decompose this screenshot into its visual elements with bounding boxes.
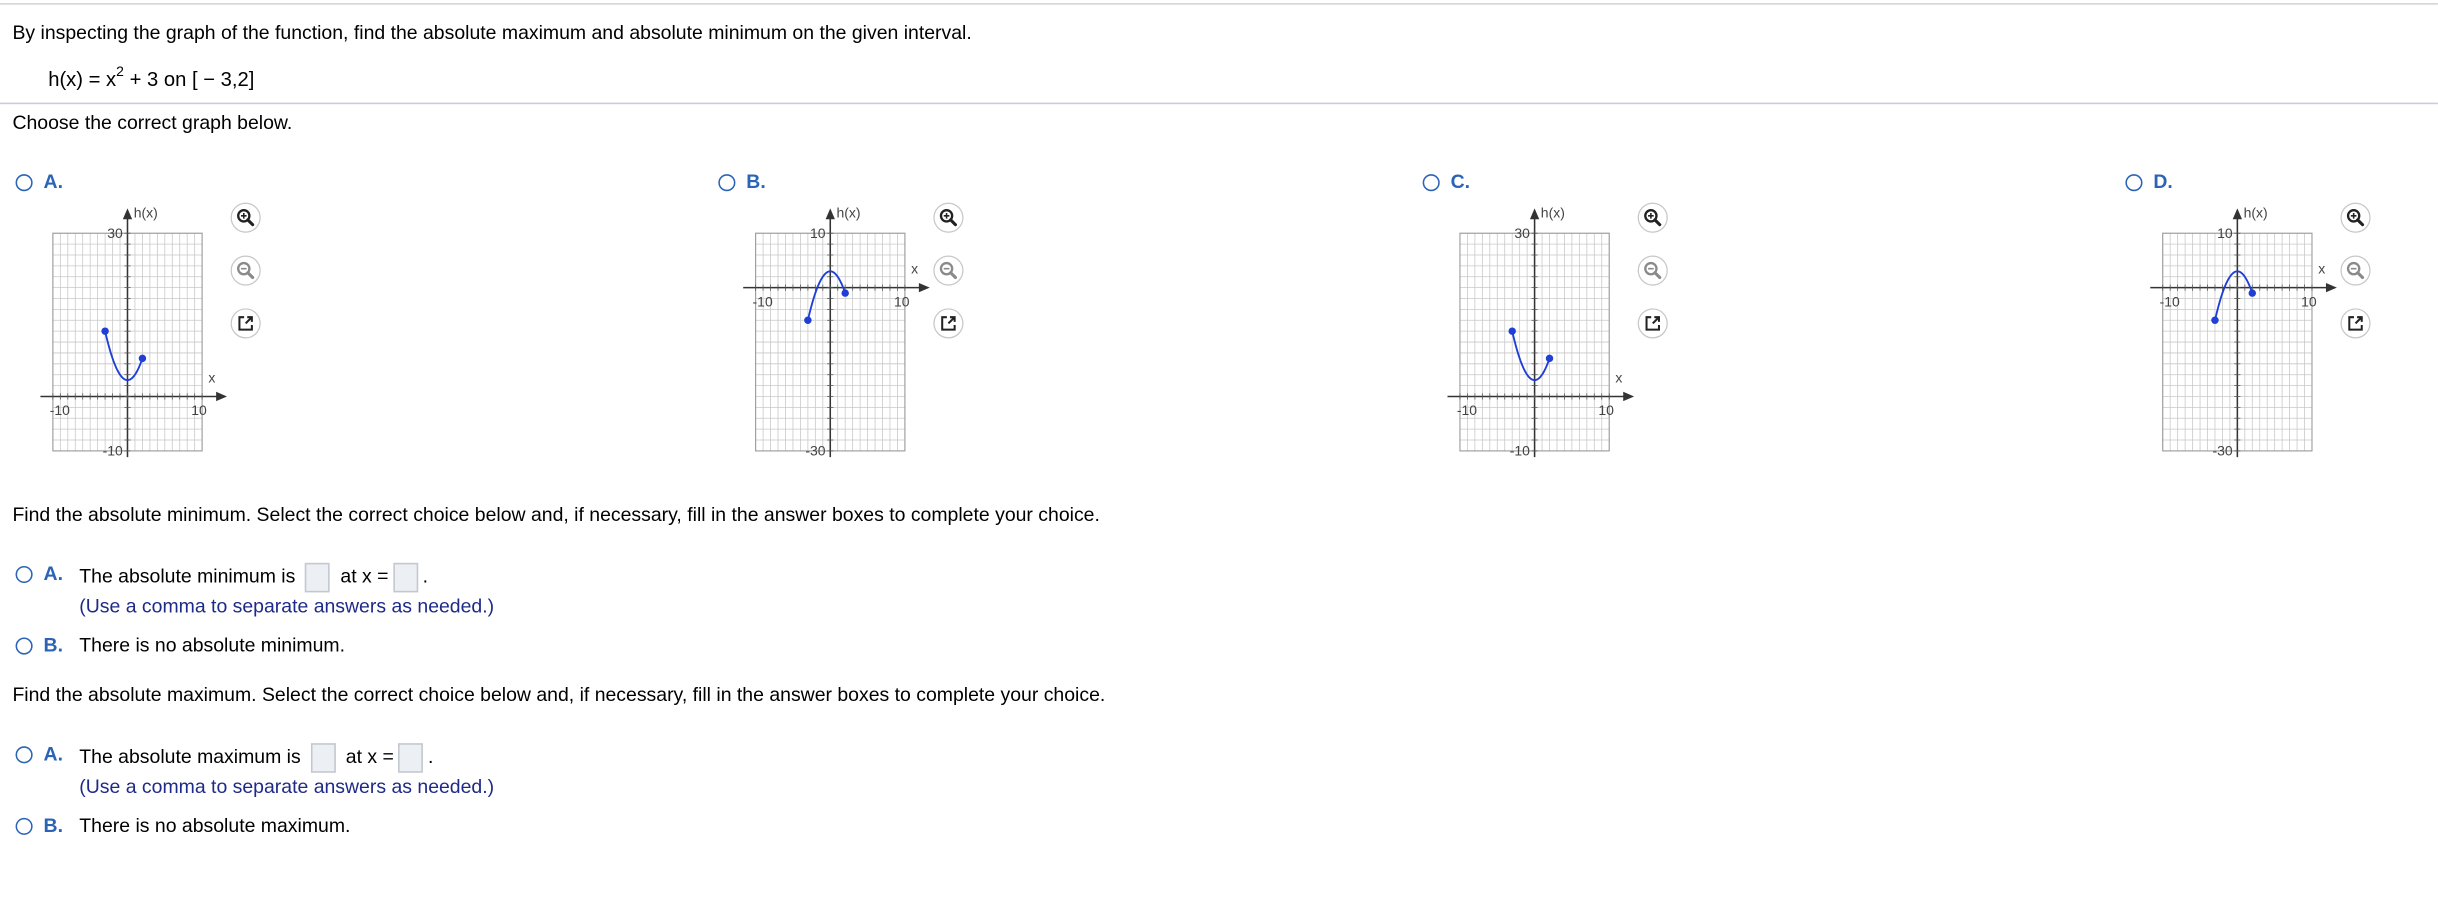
y-tick-label: -10: [102, 442, 123, 459]
x-tick-label: 10: [1598, 402, 1614, 419]
y-axis-label: h(x): [2243, 204, 2268, 221]
zoom-out-button[interactable]: [2340, 255, 2371, 286]
function-curve: [808, 271, 845, 320]
graph-a-plot: [16, 171, 389, 466]
graph-option-b-letter: B.: [746, 171, 766, 193]
zoom-in-button[interactable]: [933, 202, 964, 233]
function-curve: [2215, 271, 2252, 320]
x-axis-arrow: [216, 392, 227, 401]
y-axis-arrow: [826, 208, 835, 219]
endpoint-dot: [101, 327, 108, 334]
open-new-window-icon: [230, 308, 261, 339]
zoom-in-icon: [1637, 202, 1668, 233]
zoom-out-icon: [230, 255, 261, 286]
section-divider: [0, 103, 2438, 105]
endpoint-dot: [139, 355, 146, 362]
graph-option-c-letter: C.: [1450, 171, 1471, 193]
open-new-window-icon: [2340, 308, 2371, 339]
x-tick-label: -10: [49, 402, 70, 419]
x-tick-label: -10: [752, 293, 773, 310]
endpoint-dot: [841, 289, 848, 296]
x-tick-label: -10: [2159, 293, 2180, 310]
minimum-choice-a-radio[interactable]: [16, 566, 33, 583]
endpoint-dot: [2211, 317, 2218, 324]
maximum-choice-b-text: There is no absolute maximum.: [79, 814, 351, 837]
maximum-choice-a-text: The absolute maximum is: [79, 745, 301, 768]
function-curve: [1512, 331, 1549, 380]
minimum-choice-a-period: .: [422, 565, 429, 588]
minimum-hint: (Use a comma to separate answers as needed.): [79, 595, 495, 618]
graph-option-a: [16, 171, 389, 466]
zoom-out-button[interactable]: [230, 255, 261, 286]
x-axis-label: x: [1615, 369, 1623, 386]
maximum-choice-a-period: .: [428, 745, 434, 768]
maximum-x-input[interactable]: [399, 743, 424, 773]
function-definition: [48, 65, 254, 90]
minimum-choice-b-text: There is no absolute minimum.: [79, 634, 346, 657]
zoom-in-button[interactable]: [2340, 202, 2371, 233]
function-exponent: 2: [116, 63, 124, 80]
maximum-choice-b-radio[interactable]: [16, 818, 33, 835]
function-prefix: h(x) = x: [48, 67, 117, 91]
choose-graph-prompt: Choose the correct graph below.: [12, 111, 293, 134]
open-new-window-icon: [1637, 308, 1668, 339]
x-tick-label: 10: [894, 293, 910, 310]
minimum-choice-b-radio[interactable]: [16, 637, 33, 654]
top-divider: [0, 3, 2438, 5]
zoom-out-icon: [1637, 255, 1668, 286]
maximum-choice-a: [79, 743, 433, 773]
minimum-choice-b-letter: B.: [43, 634, 63, 657]
maximum-choice-a-letter: A.: [43, 743, 63, 765]
graph-option-c: [1423, 171, 1796, 466]
zoom-out-icon: [2340, 255, 2371, 286]
instructions-text: By inspecting the graph of the function, find the absolute maximum and absolute minimum on the given interval.: [12, 21, 972, 44]
y-axis-label: h(x): [1540, 204, 1565, 221]
graph-option-b: [718, 171, 1091, 466]
zoom-in-icon: [230, 202, 261, 233]
minimum-choice-a-at-label: at x =: [340, 565, 389, 588]
minimum-x-input[interactable]: [393, 563, 418, 593]
open-new-window-button[interactable]: [1637, 308, 1668, 339]
graph-b-plot: [718, 171, 1091, 466]
zoom-out-button[interactable]: [1637, 255, 1668, 286]
open-new-window-button[interactable]: [230, 308, 261, 339]
y-tick-label: -10: [1509, 442, 1530, 459]
graph-option-a-letter: A.: [43, 171, 63, 193]
zoom-in-icon: [2340, 202, 2371, 233]
zoom-in-button[interactable]: [1637, 202, 1668, 233]
y-tick-label: 10: [810, 224, 826, 241]
maximum-choice-b-letter: B.: [43, 814, 63, 837]
x-axis-label: x: [911, 260, 919, 277]
maximum-value-input[interactable]: [311, 743, 336, 773]
zoom-out-icon: [933, 255, 964, 286]
minimum-choice-a-letter: A.: [43, 562, 63, 585]
endpoint-dot: [804, 317, 811, 324]
function-curve: [105, 331, 142, 380]
zoom-in-icon: [933, 202, 964, 233]
open-new-window-button[interactable]: [933, 308, 964, 339]
y-axis-label: h(x): [836, 204, 861, 221]
y-axis-arrow: [123, 208, 132, 219]
maximum-prompt: Find the absolute maximum. Select the correct choice below and, if necessary, fill in the answer boxes to complete your choice.: [12, 684, 1106, 706]
x-axis-arrow: [1623, 392, 1634, 401]
y-tick-label: 30: [107, 224, 123, 241]
x-tick-label: 10: [2301, 293, 2317, 310]
maximum-choice-a-at-label: at x =: [345, 745, 394, 768]
minimum-prompt: Find the absolute minimum. Select the correct choice below and, if necessary, fill in the answer boxes to complete your choice.: [12, 503, 1100, 526]
open-new-window-icon: [933, 308, 964, 339]
y-axis-arrow: [1530, 208, 1539, 219]
y-tick-label: 10: [2217, 224, 2233, 241]
zoom-out-button[interactable]: [933, 255, 964, 286]
x-tick-label: -10: [1456, 402, 1478, 419]
minimum-choice-a: [79, 563, 428, 593]
graph-c-plot: [1423, 171, 1796, 466]
zoom-in-button[interactable]: [230, 202, 261, 233]
y-axis-arrow: [2233, 208, 2242, 219]
endpoint-dot: [2249, 289, 2256, 296]
graph-option-d: [2125, 171, 2438, 466]
y-tick-label: -30: [805, 442, 826, 459]
maximum-choice-a-radio[interactable]: [16, 746, 33, 763]
y-tick-label: 30: [1514, 224, 1530, 241]
x-axis-label: x: [208, 369, 216, 386]
open-new-window-button[interactable]: [2340, 308, 2371, 339]
y-axis-label: h(x): [133, 204, 158, 221]
y-tick-label: -30: [2212, 442, 2233, 459]
x-axis-label: x: [2318, 260, 2326, 277]
endpoint-dot: [1508, 327, 1515, 334]
graph-option-d-letter: D.: [2153, 171, 2173, 193]
minimum-value-input[interactable]: [305, 563, 330, 593]
graph-d-plot: [2125, 171, 2438, 466]
x-axis-arrow: [919, 283, 930, 292]
function-suffix: + 3 on [ − 3,2]: [123, 67, 255, 91]
maximum-hint: (Use a comma to separate answers as needed.): [79, 775, 495, 798]
x-tick-label: 10: [191, 402, 207, 419]
minimum-choice-a-text: The absolute minimum is: [79, 565, 296, 588]
x-axis-arrow: [2326, 283, 2337, 292]
endpoint-dot: [1546, 355, 1553, 362]
